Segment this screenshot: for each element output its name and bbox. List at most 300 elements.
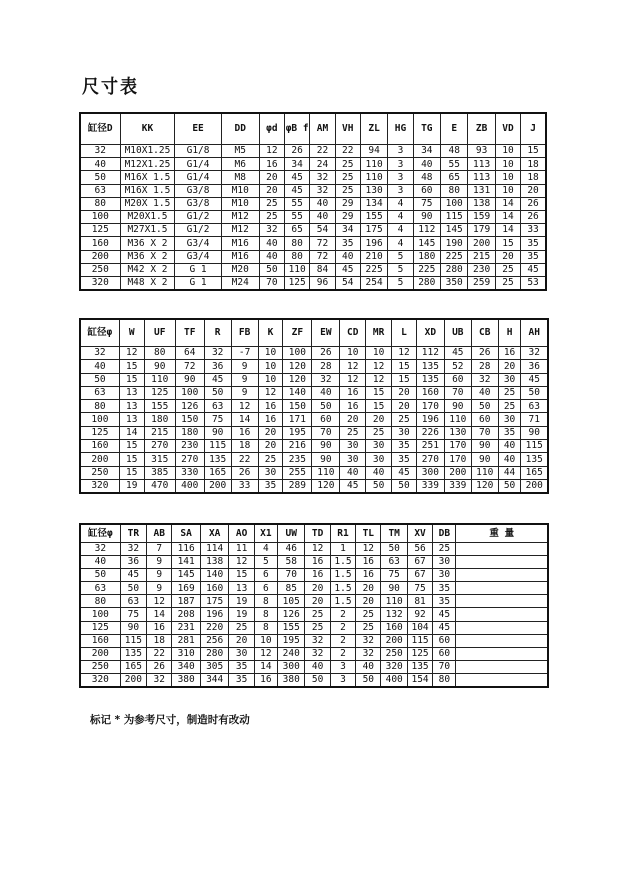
table-cell: 112 <box>413 224 440 237</box>
column-header: φd <box>259 113 284 145</box>
table-cell: 25 <box>498 386 521 399</box>
table-cell: 32 <box>310 184 335 197</box>
table-cell: 320 <box>80 276 120 290</box>
table-row <box>80 386 548 399</box>
table-cell: 12 <box>258 386 283 399</box>
table-cell: 140 <box>200 569 229 582</box>
table-cell: 32 <box>80 543 120 556</box>
table-cell: 22 <box>310 145 335 158</box>
table-header-row <box>80 319 548 347</box>
table-cell: 90 <box>204 426 231 439</box>
table-cell: 216 <box>283 440 312 453</box>
table-cell: 18 <box>521 171 546 184</box>
table-cell: 16 <box>498 347 521 360</box>
table-cell: 226 <box>416 426 444 439</box>
table-cell: 135 <box>416 373 444 386</box>
table-cell: 6 <box>254 569 277 582</box>
table-cell: 385 <box>144 466 175 479</box>
table-cell: 70 <box>312 426 340 439</box>
table-cell: 138 <box>468 197 495 210</box>
table-cell: 20 <box>229 634 254 647</box>
column-header: FB <box>231 319 258 347</box>
table-cell: 116 <box>172 543 201 556</box>
column-header: X1 <box>254 524 277 543</box>
table-cell: 45 <box>433 621 456 634</box>
table-cell: 280 <box>413 276 440 290</box>
table-cell: 350 <box>441 276 468 290</box>
table-cell: 3 <box>330 673 355 687</box>
table-cell: 100 <box>441 197 468 210</box>
table-cell: 150 <box>283 400 312 413</box>
table-cell: 63 <box>381 556 407 569</box>
table-row <box>80 543 548 556</box>
table-cell: 25 <box>335 158 360 171</box>
table-cell: M16 <box>221 250 259 263</box>
column-header: E <box>441 113 468 145</box>
table-cell: 13 <box>119 386 144 399</box>
table-cell: 114 <box>200 543 229 556</box>
table-cell: 54 <box>310 224 335 237</box>
table-cell: 400 <box>175 479 204 493</box>
table-cell: 20 <box>392 386 417 399</box>
table-row <box>80 171 546 184</box>
table-cell: 225 <box>441 250 468 263</box>
column-header: XD <box>416 319 444 347</box>
table-cell: 305 <box>200 660 229 673</box>
table-cell: 9 <box>231 386 258 399</box>
table-cell: 110 <box>144 373 175 386</box>
table-cell: M10X1.25 <box>120 145 175 158</box>
table-cell: 9 <box>147 556 172 569</box>
table-cell: 120 <box>283 373 312 386</box>
table-cell: 14 <box>147 608 172 621</box>
table-cell: 16 <box>356 569 381 582</box>
table-cell: 50 <box>381 543 407 556</box>
column-header: TF <box>175 319 204 347</box>
table-cell: 25 <box>229 621 254 634</box>
table-cell: 215 <box>144 426 175 439</box>
table-cell: 126 <box>175 400 204 413</box>
table-cell: 145 <box>172 569 201 582</box>
table-cell: 25 <box>335 184 360 197</box>
table-cell: 58 <box>278 556 305 569</box>
table-cell: 48 <box>413 171 440 184</box>
table-cell: 280 <box>441 263 468 276</box>
table-cell: 22 <box>335 145 360 158</box>
table-cell: 63 <box>80 184 120 197</box>
table-cell: 15 <box>119 466 144 479</box>
table-cell: 70 <box>433 660 456 673</box>
table-cell: 344 <box>200 673 229 687</box>
table-row <box>80 569 548 582</box>
table-cell: 32 <box>312 373 340 386</box>
table-cell: M36 X 2 <box>120 237 175 250</box>
table-cell: 70 <box>444 386 471 399</box>
table-row <box>80 250 546 263</box>
table-cell: M16 <box>221 237 259 250</box>
table-cell: 125 <box>80 426 119 439</box>
table-cell: 100 <box>80 210 120 223</box>
table-cell: 110 <box>444 413 471 426</box>
table-cell: M20 <box>221 263 259 276</box>
table-cell: 50 <box>366 479 392 493</box>
table-cell: 40 <box>498 453 521 466</box>
table-cell: 110 <box>312 466 340 479</box>
table-cell: 19 <box>229 608 254 621</box>
table-cell: 26 <box>471 347 498 360</box>
column-header: W <box>119 319 144 347</box>
table-cell: 32 <box>120 543 146 556</box>
table-cell: 190 <box>441 237 468 250</box>
table-cell: 45 <box>392 466 417 479</box>
table-cell: 20 <box>258 426 283 439</box>
table-cell: 12 <box>147 595 172 608</box>
table-cell: 64 <box>175 347 204 360</box>
table-cell: 40 <box>366 466 392 479</box>
table-cell: 60 <box>471 413 498 426</box>
table-cell: 90 <box>175 373 204 386</box>
table-cell: 150 <box>175 413 204 426</box>
table-cell: 138 <box>200 556 229 569</box>
table-cell: 155 <box>144 400 175 413</box>
column-header: AB <box>147 524 172 543</box>
table-cell: 4 <box>388 197 413 210</box>
table-cell: 90 <box>144 360 175 373</box>
table-cell: 16 <box>305 569 330 582</box>
table-cell: 154 <box>407 673 432 687</box>
table-cell: 7 <box>147 543 172 556</box>
table-cell: 9 <box>147 569 172 582</box>
table-cell: 165 <box>521 466 548 479</box>
table-cell: 200 <box>80 647 120 660</box>
table-cell: 250 <box>381 647 407 660</box>
table-cell: 160 <box>80 440 119 453</box>
table-cell: 50 <box>471 400 498 413</box>
table-cell: G3/4 <box>175 250 221 263</box>
table-cell: 34 <box>413 145 440 158</box>
table-cell: 15 <box>229 569 254 582</box>
table-cell: 330 <box>175 466 204 479</box>
dimension-table-3 <box>79 523 549 688</box>
column-header: AH <box>521 319 548 347</box>
table-cell: 90 <box>444 400 471 413</box>
table-cell: 14 <box>495 224 520 237</box>
table-cell: 40 <box>335 250 360 263</box>
column-header: ZB <box>468 113 495 145</box>
table-cell: 10 <box>258 373 283 386</box>
table-cell: 20 <box>340 413 366 426</box>
table-cell: 270 <box>144 440 175 453</box>
table-cell: 8 <box>254 595 277 608</box>
table-row <box>80 556 548 569</box>
table-cell: 10 <box>254 634 277 647</box>
table-cell: 71 <box>521 413 548 426</box>
table-cell: 165 <box>120 660 146 673</box>
table-row <box>80 673 548 687</box>
table-cell: 26 <box>147 660 172 673</box>
table-cell: 45 <box>433 608 456 621</box>
table-cell: 315 <box>144 453 175 466</box>
table-cell: 30 <box>258 466 283 479</box>
table-cell: 16 <box>340 386 366 399</box>
table-cell: 85 <box>278 582 305 595</box>
table-cell: 44 <box>498 466 521 479</box>
table-cell: G1/4 <box>175 158 221 171</box>
table-cell: 196 <box>360 237 387 250</box>
column-header: TR <box>120 524 146 543</box>
table-cell: 15 <box>119 453 144 466</box>
table-cell: 3 <box>388 158 413 171</box>
table-cell: 30 <box>433 569 456 582</box>
table-cell: 110 <box>360 171 387 184</box>
table-cell: 45 <box>285 184 310 197</box>
table-cell: G 1 <box>175 263 221 276</box>
table-cell: 90 <box>120 621 146 634</box>
table-cell: 254 <box>360 276 387 290</box>
table-cell: 339 <box>416 479 444 493</box>
table-cell: 65 <box>285 224 310 237</box>
table-cell: 160 <box>200 582 229 595</box>
table-cell: 55 <box>285 210 310 223</box>
table-cell: 250 <box>80 263 120 276</box>
table-cell: 90 <box>471 440 498 453</box>
table-cell: 2 <box>330 621 355 634</box>
table-cell: 94 <box>360 145 387 158</box>
table-cell: 18 <box>147 634 172 647</box>
table-cell: 92 <box>407 608 432 621</box>
table-cell: 196 <box>200 608 229 621</box>
table-cell: 63 <box>521 400 548 413</box>
table-cell: 11 <box>229 543 254 556</box>
table-cell: 25 <box>259 210 284 223</box>
table-cell: 35 <box>433 582 456 595</box>
table-cell: 32 <box>204 347 231 360</box>
column-header: EE <box>175 113 221 145</box>
table-cell: 40 <box>80 360 119 373</box>
table-cell: 159 <box>468 210 495 223</box>
table-cell: 67 <box>407 569 432 582</box>
table-cell: 12 <box>229 556 254 569</box>
table-cell: 10 <box>366 347 392 360</box>
table-cell: 75 <box>381 569 407 582</box>
table-cell: 125 <box>80 621 120 634</box>
table-cell: 34 <box>285 158 310 171</box>
table-cell: 10 <box>495 158 520 171</box>
table-cell: 113 <box>468 171 495 184</box>
table-cell: 380 <box>172 673 201 687</box>
table-cell: 1.5 <box>330 556 355 569</box>
table-cell: 63 <box>204 400 231 413</box>
table-cell: 63 <box>80 386 119 399</box>
table-cell: 110 <box>381 595 407 608</box>
page-title: 尺寸表 <box>82 76 139 99</box>
column-header: 缸径D <box>80 113 120 145</box>
table-cell: G1/4 <box>175 171 221 184</box>
table-cell: 200 <box>521 479 548 493</box>
table-cell: 105 <box>278 595 305 608</box>
table-cell: 60 <box>433 647 456 660</box>
table-cell: G1/2 <box>175 224 221 237</box>
table-cell: 32 <box>259 224 284 237</box>
table-cell: 160 <box>80 634 120 647</box>
table-cell: 230 <box>468 263 495 276</box>
column-header: φB f <box>285 113 310 145</box>
table-cell: 90 <box>312 440 340 453</box>
table-cell: 195 <box>278 634 305 647</box>
table-cell: 30 <box>229 647 254 660</box>
table-cell: 160 <box>80 237 120 250</box>
table-row <box>80 224 546 237</box>
table-cell: 20 <box>521 184 546 197</box>
table-cell: M8 <box>221 171 259 184</box>
table-cell: 155 <box>360 210 387 223</box>
table-row <box>80 210 546 223</box>
column-header: MR <box>366 319 392 347</box>
table-cell: 25 <box>259 197 284 210</box>
table-cell: 60 <box>413 184 440 197</box>
table-row <box>80 373 548 386</box>
table-cell: 40 <box>340 466 366 479</box>
table-cell: 30 <box>498 413 521 426</box>
table-cell: 33 <box>231 479 258 493</box>
table-cell: 200 <box>204 479 231 493</box>
table-cell: 50 <box>392 479 417 493</box>
table-cell: 72 <box>175 360 204 373</box>
table-cell: 80 <box>285 250 310 263</box>
column-header: 重 量 <box>456 524 548 543</box>
table-cell: 60 <box>433 634 456 647</box>
column-header: KK <box>120 113 175 145</box>
table-cell: 12 <box>366 373 392 386</box>
table-row <box>80 595 548 608</box>
table-cell: 115 <box>521 440 548 453</box>
table-cell: 25 <box>392 413 417 426</box>
table-cell: 230 <box>175 440 204 453</box>
table-cell: 16 <box>147 621 172 634</box>
table-cell: 35 <box>229 660 254 673</box>
table-cell: 125 <box>407 647 432 660</box>
table-cell: 36 <box>120 556 146 569</box>
table-cell: 35 <box>258 479 283 493</box>
table-cell: 25 <box>305 621 330 634</box>
table-cell: 12 <box>254 647 277 660</box>
table-cell: 45 <box>444 347 471 360</box>
table-cell: M48 X 2 <box>120 276 175 290</box>
table-cell: 90 <box>471 453 498 466</box>
table-cell: 132 <box>381 608 407 621</box>
table-cell: 110 <box>471 466 498 479</box>
table-cell: 20 <box>258 440 283 453</box>
table-cell: 28 <box>471 360 498 373</box>
table-cell: 48 <box>441 145 468 158</box>
table-cell: 259 <box>468 276 495 290</box>
table-cell: 300 <box>416 466 444 479</box>
table-cell: 81 <box>407 595 432 608</box>
table-cell: 12 <box>231 400 258 413</box>
table-cell: 135 <box>120 647 146 660</box>
table-cell: 32 <box>356 647 381 660</box>
table-row <box>80 263 546 276</box>
table-cell: 20 <box>305 595 330 608</box>
table-cell: 16 <box>356 556 381 569</box>
table-cell: 225 <box>413 263 440 276</box>
table-cell: 45 <box>340 479 366 493</box>
column-header: ZL <box>360 113 387 145</box>
table-cell: 32 <box>471 373 498 386</box>
table-cell: 135 <box>204 453 231 466</box>
table-cell: 210 <box>360 250 387 263</box>
table-cell: 60 <box>444 373 471 386</box>
table-cell: 40 <box>498 440 521 453</box>
table-cell: 10 <box>495 145 520 158</box>
table-cell: 155 <box>278 621 305 634</box>
table-row <box>80 621 548 634</box>
table-row <box>80 634 548 647</box>
table-cell: 18 <box>231 440 258 453</box>
table-row <box>80 413 548 426</box>
table-cell: 14 <box>231 413 258 426</box>
table-cell: 3 <box>388 184 413 197</box>
table-cell: 96 <box>310 276 335 290</box>
table-cell: 145 <box>413 237 440 250</box>
table-cell: 289 <box>283 479 312 493</box>
table-cell: 20 <box>498 360 521 373</box>
table-row <box>80 400 548 413</box>
table-cell: 179 <box>468 224 495 237</box>
table-cell: 250 <box>80 660 120 673</box>
table-cell: M10 <box>221 184 259 197</box>
table-cell: 40 <box>259 237 284 250</box>
column-header: CB <box>471 319 498 347</box>
table-cell: 6 <box>254 582 277 595</box>
table-cell: 255 <box>283 466 312 479</box>
table-cell: 9 <box>231 360 258 373</box>
table-cell: 25 <box>305 608 330 621</box>
table-row <box>80 453 548 466</box>
table-cell: 145 <box>441 224 468 237</box>
table-cell: 120 <box>471 479 498 493</box>
table-cell: M16X 1.5 <box>120 184 175 197</box>
table-cell: 15 <box>119 360 144 373</box>
table-cell: 25 <box>366 426 392 439</box>
table-cell: 125 <box>80 224 120 237</box>
table-cell: 72 <box>310 250 335 263</box>
table-cell: 50 <box>305 673 330 687</box>
table-cell: M12X1.25 <box>120 158 175 171</box>
table-cell: 169 <box>172 582 201 595</box>
table-cell: 125 <box>144 386 175 399</box>
table-cell: 310 <box>172 647 201 660</box>
table-cell: 10 <box>495 184 520 197</box>
table-cell: 235 <box>283 453 312 466</box>
table-cell <box>456 569 548 582</box>
table-cell: 13 <box>119 413 144 426</box>
table-cell: 70 <box>471 426 498 439</box>
table-cell: 40 <box>259 250 284 263</box>
table-cell: 100 <box>80 608 120 621</box>
column-header: TD <box>305 524 330 543</box>
table-row <box>80 582 548 595</box>
table-cell: 50 <box>312 400 340 413</box>
table-cell: 220 <box>200 621 229 634</box>
table-cell: 32 <box>521 347 548 360</box>
table-cell: 20 <box>259 171 284 184</box>
table-cell: 35 <box>335 237 360 250</box>
table-cell: 53 <box>521 276 546 290</box>
table-cell: 25 <box>340 426 366 439</box>
table-row <box>80 184 546 197</box>
table-cell: 15 <box>392 360 417 373</box>
